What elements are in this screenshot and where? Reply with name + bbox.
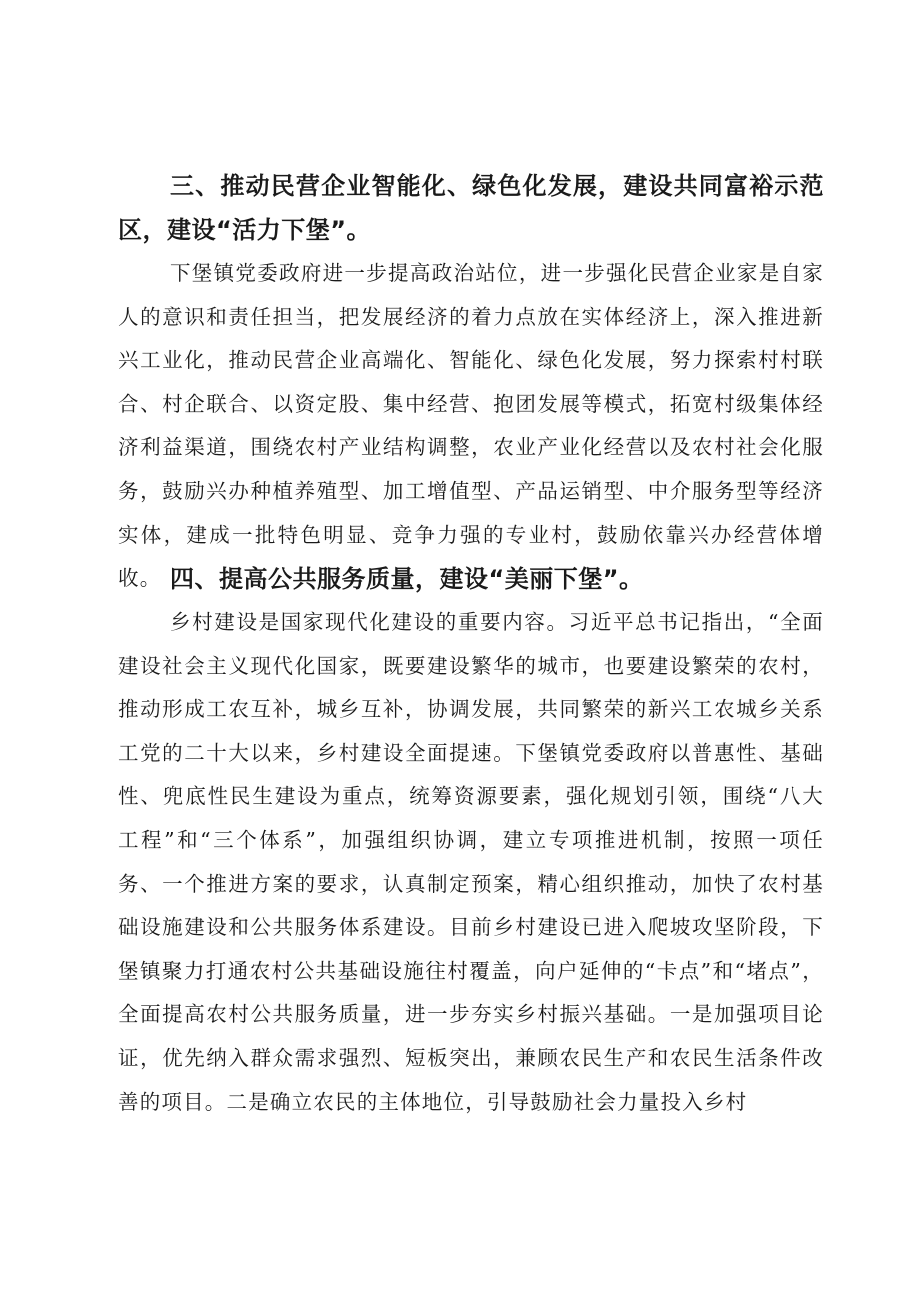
section-4-heading: 四、提高公共服务质量，建设“美丽下堡”。 [170,565,644,593]
section-4-paragraph: 乡村建设是国家现代化建设的重要内容。习近平总书记指出，“全面建设社会主义现代化国家，既要建设繁华的城市，也要建设繁荣的农村，推动形成工农互补，城乡互补，协调发展，共同繁荣的新兴工农城乡关系工党的二十大以来，乡村建设全面提速。下堡镇党委政府以普惠性、基础性、兜底性民生建设为重点，统筹资源要素，强化规划引领，围绕“八大工程”和“三个体系”，加强组织协调，建立专项推进机制，按照一项任务、一个推进方案的要求，认真制定预案，精心组织推动，加快了农村基础设施建设和公共服务体系建设。目前乡村建设已进入爬坡攻坚阶段，下堡镇聚力打通农村公共基础设施往村覆盖，向户延伸的“卡点”和“堵点”，全面提高农村公共服务质量，进一步夯实乡村振兴基础。一是加强项目论证，优先纳入群众需求强烈、短板突出，兼顾农民生产和农民生活条件改善的项目。二是确立农民的主体地位，引导鼓励社会力量投入乡村 [118,610,824,1114]
section-3-heading: 三、推动民营企业智能化、绿色化发展，建设共同富裕示范区，建设“活力下堡”。 [118,172,824,244]
section-3-paragraph: 下堡镇党委政府进一步提高政治站位，进一步强化民营企业家是自家人的意识和责任担当，把发展经济的着力点放在实体经济上，深入推进新兴工业化，推动民营企业高端化、智能化、绿色化发展，努力探索村村联合、村企联合、以资定股、集中经营、抱团发展等模式，拓宽村级集体经济利益渠道，围绕农村产业结构调整，农业产业化经营以及农村社会化服务，鼓励兴办种植养殖型、加工增值型、产品运销型、中介服务型等经济实体，建成一批特色明显、竞争力强的专业村，鼓励依靠兴办经营体增收。 [118,261,824,591]
